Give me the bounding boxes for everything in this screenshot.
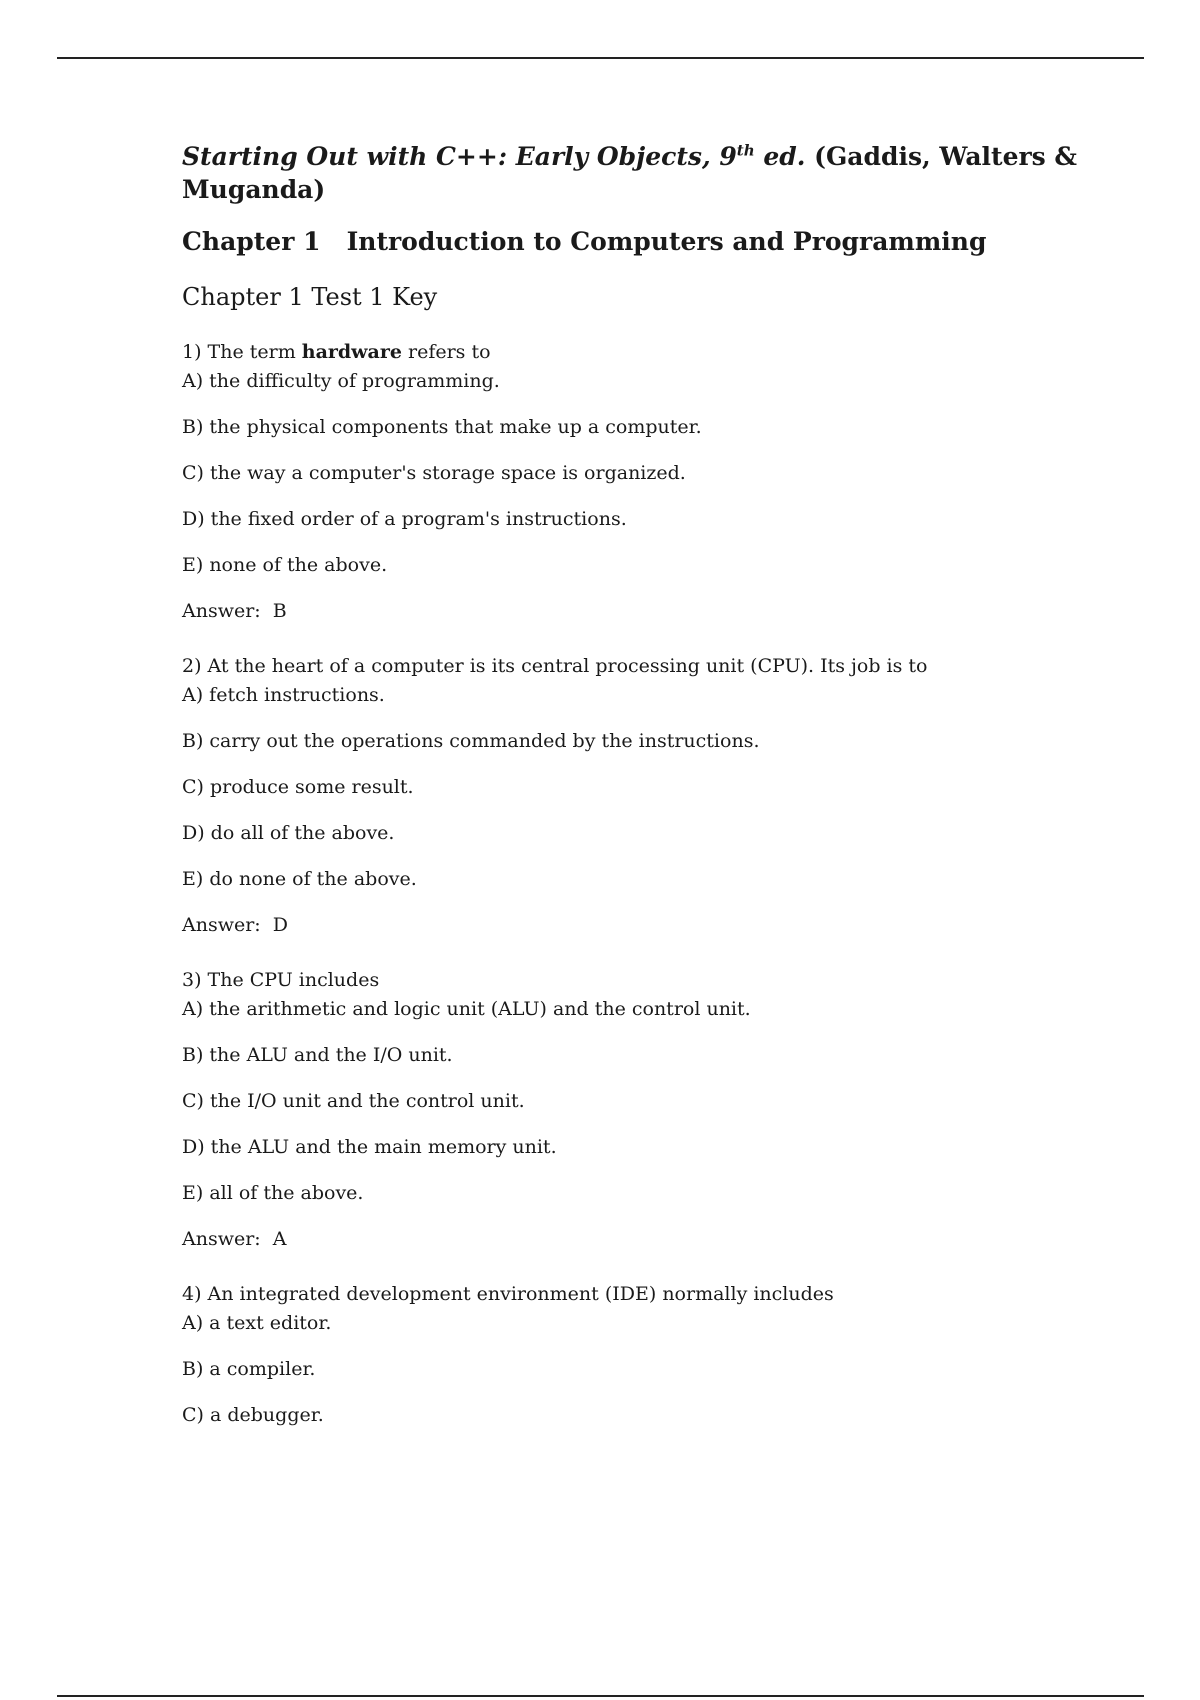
- question-stem: 4) An integrated development environment (IDE) normally includes: [182, 1283, 834, 1305]
- option-e: E) none of the above.: [182, 554, 388, 576]
- question-stem: 3) The CPU includes: [182, 969, 380, 991]
- edition-superscript: th: [736, 141, 755, 160]
- chapter-heading: Chapter 1 Introduction to Computers and Programming: [182, 227, 987, 256]
- option-a: A) the arithmetic and logic unit (ALU) and the control unit.: [182, 998, 751, 1020]
- answer-key: Answer: A: [182, 1228, 287, 1250]
- option-b: B) the ALU and the I/O unit.: [182, 1044, 453, 1066]
- option-b: B) a compiler.: [182, 1358, 316, 1380]
- book-title: [182, 140, 1082, 206]
- book-title-italic-end: ed.: [754, 142, 806, 171]
- book-authors: (Gaddis, Walters & Muganda): [182, 142, 1078, 204]
- question-2: [182, 652, 1082, 940]
- question-stem: 2) At the heart of a computer is its central processing unit (CPU). Its job is to: [182, 655, 928, 677]
- document-body: [182, 140, 1082, 1430]
- option-a: A) a text editor.: [182, 1312, 332, 1334]
- question-3: [182, 966, 1082, 1254]
- stem-bold: hardware: [301, 341, 402, 363]
- question-4: [182, 1280, 1082, 1430]
- option-d: D) the fixed order of a program's instructions.: [182, 508, 627, 530]
- option-c: C) a debugger.: [182, 1404, 324, 1426]
- question-1: [182, 338, 1082, 626]
- option-c: C) the I/O unit and the control unit.: [182, 1090, 525, 1112]
- stem-pre: 1) The term: [182, 341, 302, 363]
- option-d: D) the ALU and the main memory unit.: [182, 1136, 557, 1158]
- option-c: C) produce some result.: [182, 776, 414, 798]
- option-c: C) the way a computer's storage space is organized.: [182, 462, 686, 484]
- option-b: B) the physical components that make up a computer.: [182, 416, 702, 438]
- answer-key: Answer: D: [182, 914, 289, 936]
- bottom-rule: [57, 1695, 1144, 1697]
- option-b: B) carry out the operations commanded by the instructions.: [182, 730, 760, 752]
- book-title-italic: Starting Out with C++: Early Objects, 9: [182, 142, 737, 171]
- stem-post: refers to: [401, 341, 491, 363]
- top-rule: [57, 57, 1144, 59]
- option-a: A) the difficulty of programming.: [182, 370, 500, 392]
- test-title: Chapter 1 Test 1 Key: [182, 283, 438, 311]
- answer-key: Answer: B: [182, 600, 287, 622]
- option-d: D) do all of the above.: [182, 822, 395, 844]
- question-stem: [182, 338, 1082, 367]
- option-e: E) all of the above.: [182, 1182, 364, 1204]
- option-e: E) do none of the above.: [182, 868, 417, 890]
- option-a: A) fetch instructions.: [182, 684, 385, 706]
